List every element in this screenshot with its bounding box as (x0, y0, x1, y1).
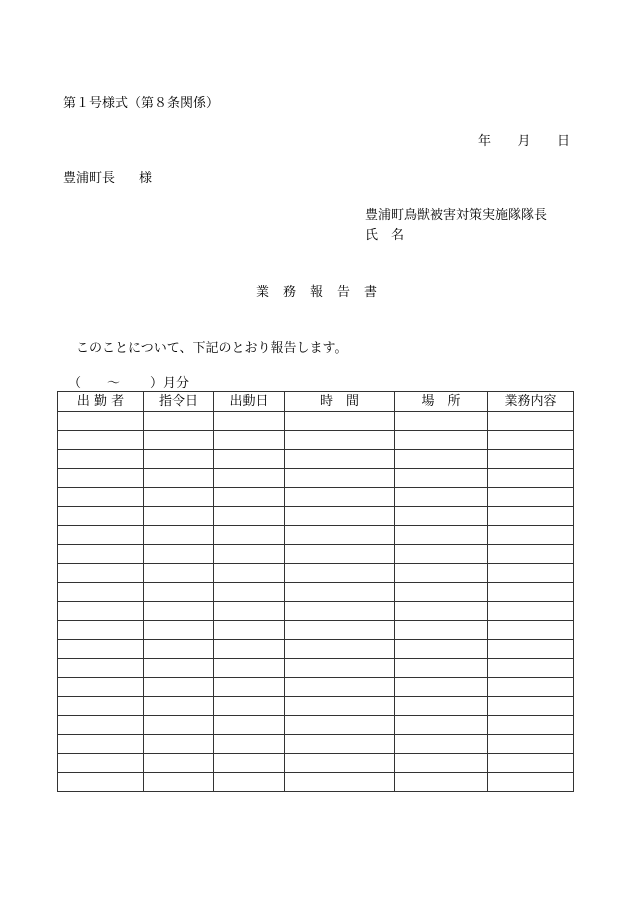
table-row (58, 697, 574, 716)
report-table (57, 391, 574, 792)
table-cell[interactable] (488, 697, 574, 716)
table-cell[interactable] (488, 507, 574, 526)
table-row (58, 716, 574, 735)
table-cell[interactable] (58, 754, 144, 773)
table-cell[interactable] (285, 697, 395, 716)
table-cell[interactable] (144, 583, 214, 602)
table-cell[interactable] (58, 716, 144, 735)
table-cell[interactable] (214, 412, 285, 431)
date-day-label: 日 (556, 134, 570, 149)
table-header-row (58, 392, 574, 412)
table-cell[interactable] (285, 469, 395, 488)
table-row (58, 450, 574, 469)
table-cell[interactable] (58, 469, 144, 488)
table-cell[interactable] (144, 431, 214, 450)
table-cell[interactable] (488, 773, 574, 792)
table-cell[interactable] (58, 735, 144, 754)
table-cell[interactable] (214, 545, 285, 564)
table-cell[interactable] (285, 488, 395, 507)
table-cell[interactable] (285, 716, 395, 735)
table-cell[interactable] (214, 507, 285, 526)
addressee-name: 豊浦町長 (63, 171, 116, 186)
table-row (58, 659, 574, 678)
header-time: 時 間 (285, 392, 395, 412)
table-row (58, 621, 574, 640)
period-open-paren: （ (68, 376, 82, 391)
table-cell[interactable] (395, 583, 488, 602)
table-cell[interactable] (144, 773, 214, 792)
table-row (58, 488, 574, 507)
table-cell[interactable] (488, 450, 574, 469)
header-dispatch-date: 出動日 (214, 392, 285, 412)
table-cell[interactable] (144, 697, 214, 716)
table-cell[interactable] (285, 659, 395, 678)
table-cell[interactable] (58, 526, 144, 545)
table-row (58, 507, 574, 526)
table-cell[interactable] (488, 659, 574, 678)
body-text: このことについて、下記のとおり報告します。 (76, 341, 348, 356)
date-month-label: 月 (517, 134, 531, 149)
table-cell[interactable] (488, 621, 574, 640)
table-cell[interactable] (144, 412, 214, 431)
table-cell[interactable] (58, 659, 144, 678)
table-cell[interactable] (395, 526, 488, 545)
table-cell[interactable] (285, 621, 395, 640)
date-line (478, 135, 570, 148)
table-row (58, 469, 574, 488)
table-cell[interactable] (214, 583, 285, 602)
table-cell[interactable] (395, 640, 488, 659)
table-cell[interactable] (58, 488, 144, 507)
period-tilde: ～ (107, 376, 121, 391)
table-cell[interactable] (144, 716, 214, 735)
table-cell[interactable] (395, 469, 488, 488)
table-cell[interactable] (58, 450, 144, 469)
table-cell[interactable] (285, 754, 395, 773)
table-cell[interactable] (285, 412, 395, 431)
table-cell[interactable] (144, 507, 214, 526)
table-row (58, 564, 574, 583)
table-cell[interactable] (395, 697, 488, 716)
table-cell[interactable] (285, 564, 395, 583)
table-cell[interactable] (395, 431, 488, 450)
addressee-honorific: 様 (139, 171, 153, 186)
table-cell[interactable] (395, 545, 488, 564)
table-cell[interactable] (144, 545, 214, 564)
table-cell[interactable] (58, 678, 144, 697)
table-cell[interactable] (144, 564, 214, 583)
header-attendee: 出 勤 者 (58, 392, 144, 412)
table-cell[interactable] (488, 602, 574, 621)
table-cell[interactable] (58, 564, 144, 583)
table-cell[interactable] (144, 754, 214, 773)
table-row (58, 545, 574, 564)
table-cell[interactable] (214, 735, 285, 754)
table-cell[interactable] (214, 754, 285, 773)
table-cell[interactable] (214, 678, 285, 697)
table-cell[interactable] (58, 602, 144, 621)
table-cell[interactable] (285, 602, 395, 621)
reporter-organization: 豊浦町鳥獣被害対策実施隊隊長 (365, 208, 548, 223)
table-cell[interactable] (285, 583, 395, 602)
table-cell[interactable] (395, 488, 488, 507)
table-cell[interactable] (395, 450, 488, 469)
table-cell[interactable] (214, 716, 285, 735)
table-cell[interactable] (214, 621, 285, 640)
table-cell[interactable] (214, 697, 285, 716)
table-cell[interactable] (395, 621, 488, 640)
table-cell[interactable] (285, 773, 395, 792)
table-cell[interactable] (488, 545, 574, 564)
table-cell[interactable] (214, 640, 285, 659)
table-cell[interactable] (58, 545, 144, 564)
table-row (58, 431, 574, 450)
header-task-content: 業務内容 (488, 392, 574, 412)
table-cell[interactable] (285, 507, 395, 526)
table-cell[interactable] (285, 545, 395, 564)
table-cell[interactable] (58, 640, 144, 659)
table-row (58, 412, 574, 431)
table-cell[interactable] (488, 678, 574, 697)
table-row (58, 602, 574, 621)
table-body (58, 412, 574, 792)
table-row (58, 735, 574, 754)
table-cell[interactable] (395, 564, 488, 583)
table-cell[interactable] (395, 716, 488, 735)
table-cell[interactable] (214, 773, 285, 792)
table-cell[interactable] (488, 412, 574, 431)
table-cell[interactable] (58, 621, 144, 640)
table-cell[interactable] (395, 773, 488, 792)
document-title: 業務報告書 (256, 285, 392, 300)
table-cell[interactable] (285, 735, 395, 754)
table-cell[interactable] (488, 583, 574, 602)
table-cell[interactable] (488, 564, 574, 583)
date-year-label: 年 (478, 134, 492, 149)
table-row (58, 640, 574, 659)
form-number: 第１号様式（第８条関係） (63, 96, 220, 111)
table-cell[interactable] (144, 621, 214, 640)
header-place: 場 所 (395, 392, 488, 412)
table-row (58, 754, 574, 773)
table-cell[interactable] (214, 450, 285, 469)
table-cell[interactable] (214, 469, 285, 488)
addressee (63, 172, 152, 185)
table-cell[interactable] (58, 431, 144, 450)
table-cell[interactable] (285, 431, 395, 450)
table-cell[interactable] (58, 412, 144, 431)
table-cell[interactable] (395, 754, 488, 773)
table-cell[interactable] (58, 583, 144, 602)
table-cell[interactable] (285, 678, 395, 697)
table-cell[interactable] (488, 716, 574, 735)
table-row (58, 583, 574, 602)
table-cell[interactable] (488, 640, 574, 659)
table-row (58, 678, 574, 697)
table-cell[interactable] (214, 431, 285, 450)
table-cell[interactable] (144, 678, 214, 697)
table-cell[interactable] (214, 526, 285, 545)
table-cell[interactable] (285, 640, 395, 659)
table-cell[interactable] (488, 431, 574, 450)
table-cell[interactable] (58, 697, 144, 716)
period-close: ）月分 (150, 376, 190, 391)
table-cell[interactable] (488, 469, 574, 488)
table-cell[interactable] (488, 526, 574, 545)
table-cell[interactable] (144, 659, 214, 678)
table-cell[interactable] (58, 507, 144, 526)
table-cell[interactable] (285, 450, 395, 469)
table-cell[interactable] (214, 602, 285, 621)
table-cell[interactable] (144, 602, 214, 621)
table-row (58, 773, 574, 792)
table-cell[interactable] (144, 526, 214, 545)
table-cell[interactable] (214, 488, 285, 507)
table-cell[interactable] (395, 659, 488, 678)
table-cell[interactable] (214, 564, 285, 583)
table-cell[interactable] (144, 735, 214, 754)
table-cell[interactable] (395, 678, 488, 697)
table-cell[interactable] (395, 735, 488, 754)
table-cell[interactable] (488, 754, 574, 773)
header-order-date: 指令日 (144, 392, 214, 412)
table-cell[interactable] (58, 773, 144, 792)
table-cell[interactable] (144, 488, 214, 507)
table-cell[interactable] (488, 735, 574, 754)
table-cell[interactable] (488, 488, 574, 507)
table-cell[interactable] (214, 659, 285, 678)
table-cell[interactable] (144, 450, 214, 469)
table-cell[interactable] (395, 412, 488, 431)
table-row (58, 526, 574, 545)
period-line (68, 377, 189, 390)
table-cell[interactable] (395, 602, 488, 621)
table-cell[interactable] (395, 507, 488, 526)
table-cell[interactable] (144, 640, 214, 659)
table-cell[interactable] (285, 526, 395, 545)
reporter-name-label: 氏 名 (365, 228, 405, 243)
table-cell[interactable] (144, 469, 214, 488)
